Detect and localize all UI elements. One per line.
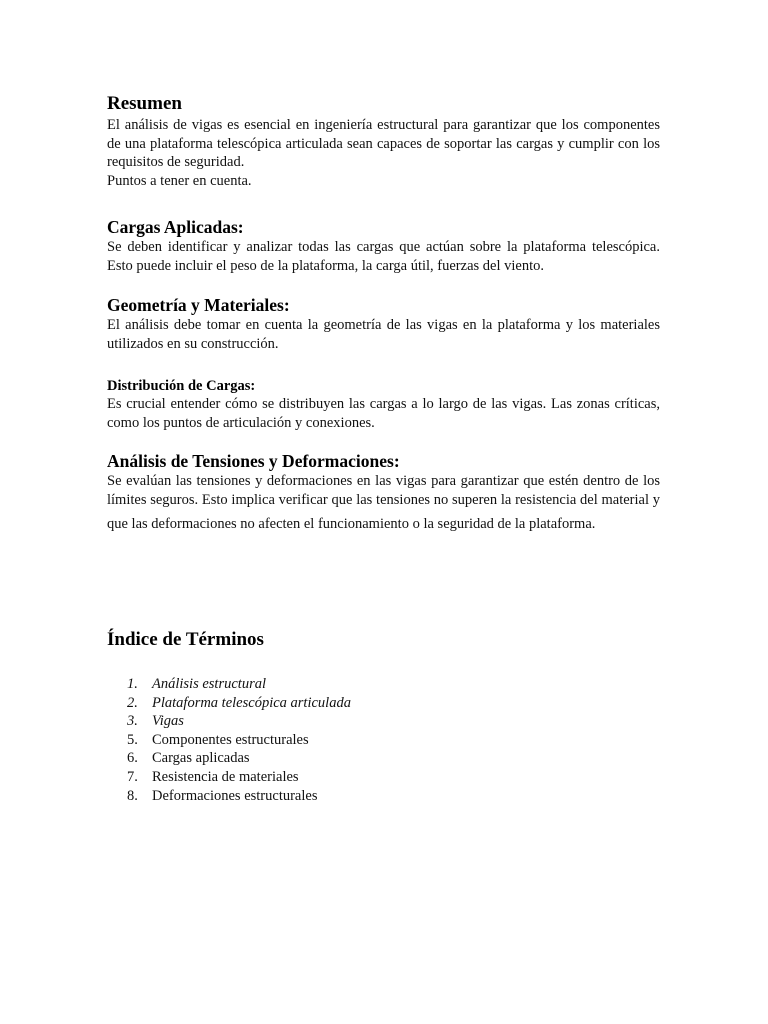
indice-item bbox=[107, 694, 351, 713]
section-title-geometria-materiales: Geometría y Materiales: bbox=[107, 295, 290, 315]
indice-list bbox=[107, 675, 351, 805]
indice-item-number: 6. bbox=[127, 750, 138, 767]
indice-item-number: 8. bbox=[127, 787, 138, 804]
section-body-resumen: El análisis de vigas es esencial en ingeniería estructural para garantizar que los componentes de una plataforma telescópica articulada sean capaces de soportar las cargas y cumplir con los requisitos de seguridad. bbox=[107, 117, 660, 170]
indice-item bbox=[107, 768, 351, 787]
section-distribucion-cargas bbox=[107, 377, 660, 432]
section-title-distribucion-cargas: Distribución de Cargas: bbox=[107, 378, 256, 394]
indice-item-term: Análisis estructural bbox=[152, 676, 266, 692]
section-geometria-materiales bbox=[107, 294, 660, 353]
section-body-tensiones-deformaciones bbox=[107, 472, 660, 534]
indice-item-term: Cargas aplicadas bbox=[152, 750, 250, 767]
indice-item bbox=[107, 731, 351, 750]
indice-item-term: Plataforma telescópica articulada bbox=[152, 694, 351, 711]
section-title-cargas-aplicadas: Cargas Aplicadas: bbox=[107, 217, 244, 237]
indice-item-term: Deformaciones estructurales bbox=[152, 787, 318, 804]
section-resumen bbox=[107, 92, 660, 190]
indice-item bbox=[107, 675, 351, 694]
indice-item-term: Componentes estructurales bbox=[152, 731, 309, 748]
indice-item bbox=[107, 712, 351, 731]
indice-item-number: 1. bbox=[127, 676, 138, 692]
tensiones-last-word: plataforma. bbox=[528, 516, 596, 532]
indice-item-number: 7. bbox=[127, 768, 138, 785]
indice-item bbox=[107, 787, 351, 806]
section-cargas-aplicadas bbox=[107, 216, 660, 275]
tensiones-body-text: Se evalúan las tensiones y deformaciones en las vigas para garantizar que estén dentro de los límites seguros. Esto implica verificar que las tensiones no superen la resistencia del material y que las deformaciones no afecten el funcionamiento o la seguridad de la bbox=[107, 473, 660, 532]
indice-item-number: 3. bbox=[127, 713, 138, 730]
section-title-resumen: Resumen bbox=[107, 93, 182, 114]
section-body-cargas-aplicadas: Se deben identificar y analizar todas las cargas que actúan sobre la plataforma telescópica. Esto puede incluir el peso de la plataforma, la carga útil, fuerzas del viento. bbox=[107, 239, 660, 274]
resumen-note: Puntos a tener en cuenta. bbox=[107, 172, 252, 189]
section-body-geometria-materiales: El análisis debe tomar en cuenta la geometría de las vigas en la plataforma y los materiales utilizados en su construcción. bbox=[107, 317, 660, 352]
section-title-tensiones-deformaciones: Análisis de Tensiones y Deformaciones: bbox=[107, 451, 400, 471]
indice-item-term: Vigas bbox=[152, 713, 184, 730]
section-tensiones-deformaciones bbox=[107, 450, 660, 534]
section-body-distribucion-cargas: Es crucial entender cómo se distribuyen las cargas a lo largo de las vigas. Las zonas críticas, como los puntos de articulación y conexiones. bbox=[107, 396, 660, 431]
indice-title: Índice de Términos bbox=[107, 629, 264, 650]
indice-item bbox=[107, 749, 351, 768]
indice-item-number: 2. bbox=[127, 694, 138, 711]
indice-item-term: Resistencia de materiales bbox=[152, 768, 299, 785]
indice-item-number: 5. bbox=[127, 731, 138, 748]
